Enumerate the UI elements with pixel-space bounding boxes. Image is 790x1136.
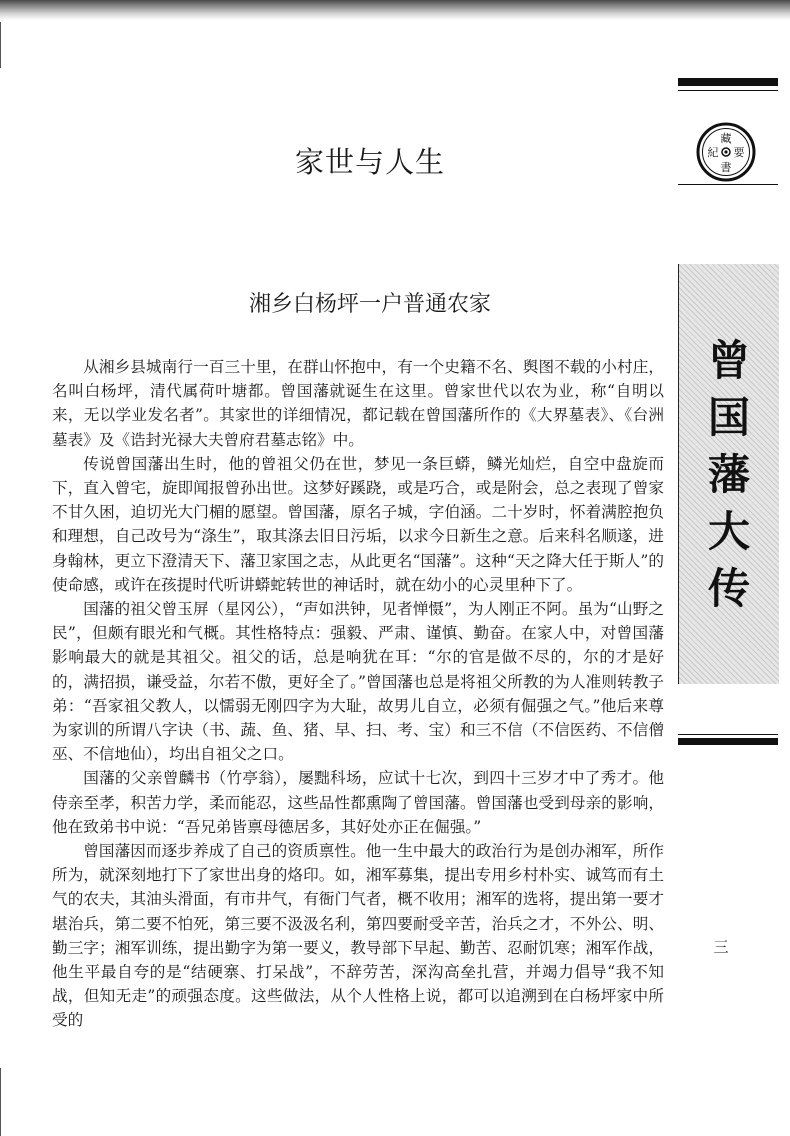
book-title-char: 大 — [707, 507, 750, 556]
section-title: 湘乡白杨坪一户普通农家 — [248, 292, 491, 317]
left-margin-rule-top — [0, 22, 1, 68]
left-margin-rule-bottom — [0, 1068, 1, 1136]
paragraph: 传说曾国藩出生时，他的曾祖父仍在世，梦见一条巨蟒，鳞光灿烂，自空中盘旋而下，直入曾宅，旋即闻报曾孙出世。这梦好蹊跷，或是巧合，或是附会，总之表现了曾家不甘久困，迫切光大门楣的愿望。曾国藩，原名子城，字伯涵。二十岁时，怀着满腔抱负和理想，自己改号为“涤生”，取其涤去旧日污垢，以求今日新生之意。后来科名顺遂，进身翰林，更立下澄清天下、藩卫家国之志，从此更名“国藩”。这种“天之降大任于斯人”的使命感，或许在孩提时代听讲蟒蛇转世的神话时，就在幼小的心灵里种下了。 — [52, 454, 664, 594]
sidebar-hatched-panel — [678, 264, 779, 684]
body-text — [52, 355, 664, 1033]
sidebar-top-rule — [678, 90, 778, 91]
seal-char-right: 要 — [733, 146, 745, 159]
paragraph: 国藩的祖父曾玉屏（星冈公），“声如洪钟，见者惮慑”，为人刚正不阿。虽为“山野之民”，但颇有眼光和气概。其性格特点：强毅、严肃、谨慎、勤奋。在家人中，对曾国藩影响最大的就是其祖父。祖父的话，总是响犹在耳：“尔的官是做不尽的，尔的才是好的，满招损，谦受益，尔若不傲，更好全了。”曾国藩也总是将祖父所教的为人准则转教子弟：“吾家祖父教人，以懦弱无刚四字为大耻，故男儿自立，必须有倔强之气。”他后来尊为家训的所谓八字诀（书、蔬、鱼、猪、早、扫、考、宝）和三不信（不信医药、不信僧巫、不信地仙），均出自祖父之口。 — [52, 600, 664, 764]
sidebar-top-bar — [678, 78, 778, 86]
chapter-title: 家世与人生 — [294, 145, 445, 179]
paragraph: 从湘乡县城南行一百三十里，在群山怀抱中，有一个史籍不名、舆图不载的小村庄，名叫白杨坪，清代属荷叶塘都。曾国藩就诞生在这里。曾家世代以农为业，称“自明以来，无以学业发名者”。其家世的详细情况，都记载在曾国藩所作的《大界墓表》、《台洲墓表》及《诰封光禄大夫曾府君墓志铭》中。 — [52, 358, 664, 449]
book-title-char: 曾 — [707, 336, 750, 385]
seal-char-left: 紀 — [707, 146, 719, 159]
sidebar-tab — [678, 78, 778, 1136]
sidebar-bottom-bar — [678, 738, 778, 745]
book-title-char: 传 — [707, 564, 750, 613]
seal-char-bottom: 書 — [720, 161, 732, 174]
page-number: 三 — [713, 938, 729, 956]
seal-char-top: 藏 — [720, 132, 732, 145]
paragraph: 国藩的父亲曾麟书（竹亭翁），屡黜科场，应试十七次，到四十三岁才中了秀才。他侍亲至孝，积苦力学，柔而能忍，这些品性都熏陶了曾国藩。曾国藩也受到母亲的影响，他在致弟书中说：“吾兄弟皆禀母德居多，其好处亦正在倔强。” — [52, 769, 664, 836]
book-title-vertical — [679, 332, 779, 617]
sidebar-seal-rule — [678, 184, 778, 185]
book-title-char: 国 — [707, 393, 750, 442]
book-title-char: 藩 — [707, 450, 750, 499]
paragraph: 曾国藩因而逐步养成了自己的资质禀性。他一生中最大的政治行为是创办湘军，所作所为，就深刻地打下了家世出身的烙印。如，湘军募集，提出专用乡村朴实、诚笃而有土气的农夫，其油头滑面，有市井气，有衙门气者，概不收用；湘军的选将，提出第一要才堪治兵，第二要不怕死，第三要不汲汲名利，第四要耐受辛苦，治兵之才，不外公、明、勤三字；湘军训练，提出勤字为第一要义，教导部下早起、勤苦、忍耐饥寒；湘军作战，他生平最自夸的是“结硬寨、打呆战”，不辞劳苦，深沟高垒扎营，并竭力倡导“我不知战，但知无走”的顽强态度。这些做法，从个人性格上说，都可以追溯到在白杨坪家中所受的 — [52, 842, 664, 1030]
page-top-shadow — [0, 0, 790, 20]
sidebar-bottom-rule — [678, 734, 778, 735]
seal-icon — [696, 122, 756, 182]
